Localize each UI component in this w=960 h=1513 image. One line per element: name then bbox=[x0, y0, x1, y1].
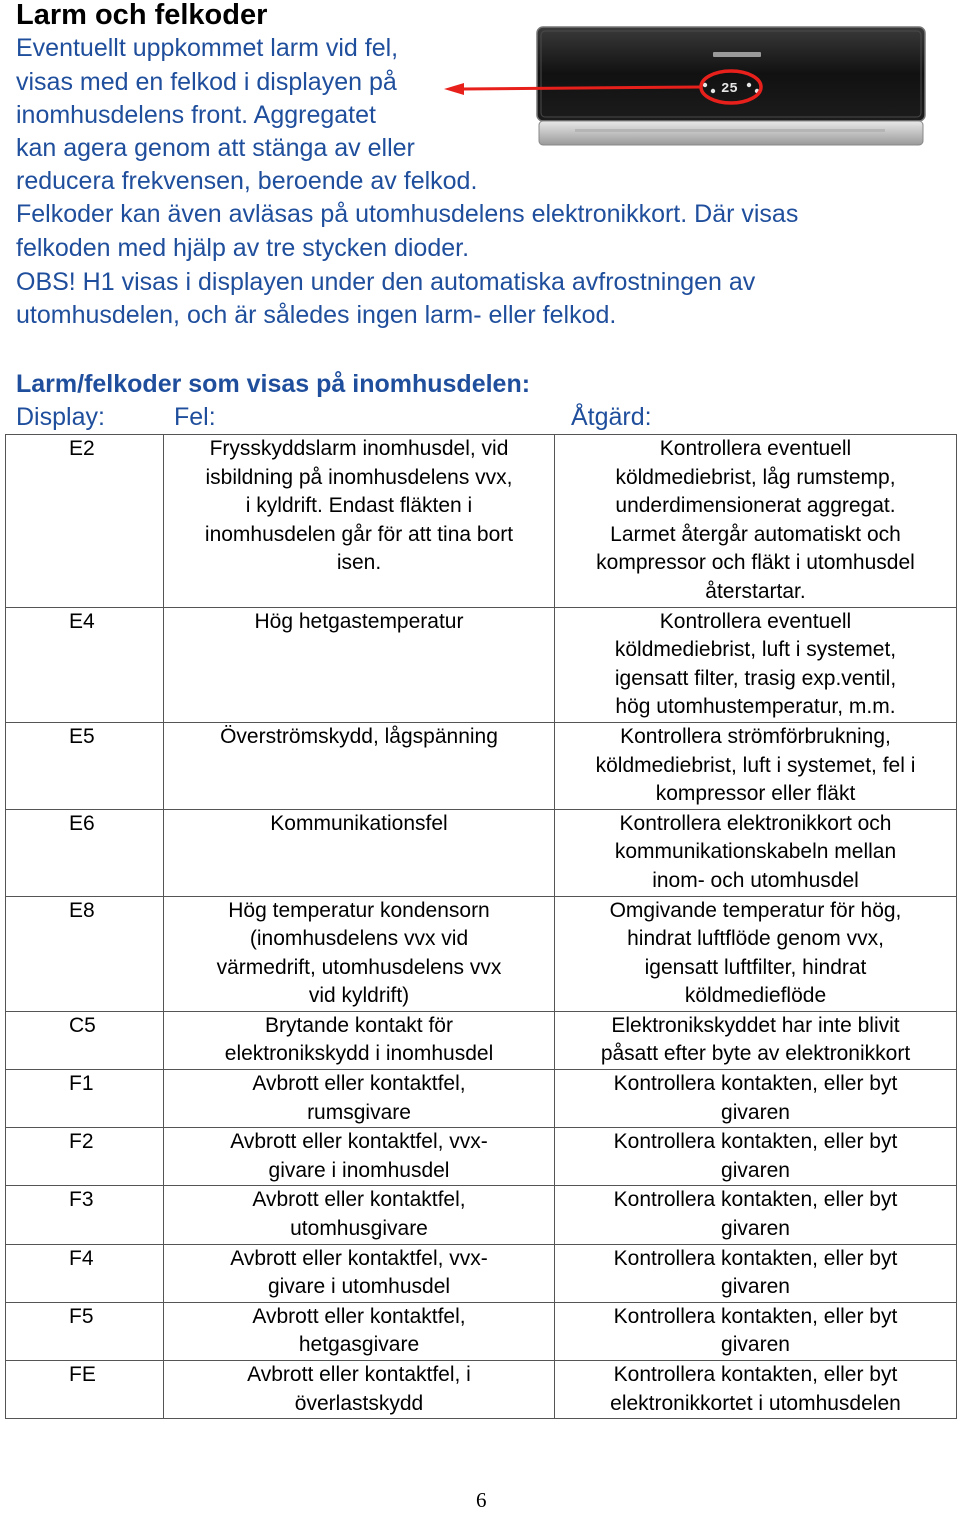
action-description bbox=[555, 1302, 957, 1360]
action-description bbox=[555, 1244, 957, 1302]
fault-line: värmedrift, utomhusdelens vvx bbox=[216, 955, 502, 979]
action-line: kompressor eller fläkt bbox=[655, 782, 856, 806]
action-line: Kontrollera kontakten, eller byt bbox=[613, 1363, 898, 1386]
fault-line: isbildning på inomhusdelens vvx, bbox=[205, 465, 513, 489]
intro-line: inomhusdelens front. Aggregatet bbox=[16, 101, 376, 129]
column-header-action: Åtgärd: bbox=[571, 403, 652, 431]
intro-line: felkoden med hjälp av tre stycken dioder. bbox=[16, 234, 470, 262]
action-line: Elektronikskyddet har inte blivit bbox=[611, 1013, 900, 1037]
fault-code-table bbox=[5, 434, 957, 1419]
action-description bbox=[555, 435, 957, 608]
fault-description bbox=[164, 435, 555, 608]
page-number: 6 bbox=[476, 1488, 487, 1512]
fault-code: E6 bbox=[6, 809, 164, 896]
intro-line: utomhusdelen, och är således ingen larm- eller felkod. bbox=[16, 301, 617, 329]
fault-line: utomhusgivare bbox=[290, 1217, 428, 1241]
fault-line: Kommunikationsfel bbox=[270, 811, 448, 835]
fault-description bbox=[164, 896, 555, 1011]
column-header-display: Display: bbox=[16, 403, 105, 431]
action-line: igensatt luftfilter, hindrat bbox=[644, 955, 867, 979]
table-row bbox=[6, 1302, 957, 1360]
intro-line: OBS! H1 visas i displayen under den automatiska avfrostningen av bbox=[16, 268, 756, 296]
intro-line: Eventuellt uppkommet larm vid fel, bbox=[16, 34, 399, 62]
action-description bbox=[555, 1011, 957, 1069]
fault-description bbox=[164, 1128, 555, 1186]
fault-line: Överströmskydd, lågspänning bbox=[220, 724, 498, 748]
action-line: köldmedieflöde bbox=[684, 984, 827, 1008]
action-line: Kontrollera kontakten, eller byt bbox=[613, 1072, 898, 1096]
action-line: hindrat luftflöde genom vvx, bbox=[627, 927, 884, 951]
fault-description bbox=[164, 1070, 555, 1128]
action-description bbox=[555, 607, 957, 722]
fault-line: Hög temperatur kondensorn bbox=[228, 898, 490, 922]
action-line: kommunikationskabeln mellan bbox=[614, 840, 897, 864]
table-row bbox=[6, 1361, 957, 1419]
action-line: köldmediebrist, luft i systemet, fel i bbox=[595, 753, 916, 777]
fault-code: E4 bbox=[6, 607, 164, 722]
action-description bbox=[555, 1361, 957, 1419]
action-line: givaren bbox=[721, 1158, 790, 1182]
action-line: givaren bbox=[721, 1275, 790, 1299]
fault-code: E5 bbox=[6, 722, 164, 809]
action-line: givaren bbox=[721, 1217, 790, 1241]
fault-line: Avbrott eller kontaktfel, vvx- bbox=[230, 1130, 488, 1154]
fault-line: Hög hetgastemperatur bbox=[254, 609, 464, 633]
table-row bbox=[6, 607, 957, 722]
fault-line: givare i inomhusdel bbox=[268, 1158, 450, 1182]
highlight-pointer bbox=[440, 80, 740, 100]
action-line: Larmet återgår automatiskt och bbox=[610, 522, 901, 546]
action-description bbox=[555, 896, 957, 1011]
fault-line: givare i utomhusdel bbox=[267, 1275, 451, 1299]
fault-description bbox=[164, 809, 555, 896]
fault-line: i kyldrift. Endast fläkten i bbox=[245, 494, 473, 518]
action-line: elektronikkortet i utomhusdelen bbox=[610, 1391, 901, 1415]
section-heading: Larm/felkoder som visas på inomhusdelen: bbox=[16, 370, 531, 398]
table-row bbox=[6, 1070, 957, 1128]
action-line: givaren bbox=[721, 1333, 790, 1357]
action-line: köldmediebrist, luft i systemet, bbox=[614, 638, 897, 662]
action-line: hög utomhustemperatur, m.m. bbox=[615, 695, 896, 719]
fault-code: F3 bbox=[6, 1186, 164, 1244]
fault-description bbox=[164, 722, 555, 809]
table-row bbox=[6, 722, 957, 809]
fault-line: överlastskydd bbox=[294, 1391, 424, 1415]
action-line: Kontrollera kontakten, eller byt bbox=[613, 1188, 898, 1212]
action-line: igensatt filter, trasig exp.ventil, bbox=[614, 666, 897, 690]
action-line: givaren bbox=[721, 1100, 790, 1124]
intro-line: visas med en felkod i displayen på bbox=[16, 68, 397, 96]
fault-description bbox=[164, 1302, 555, 1360]
fault-line: hetgasgivare bbox=[298, 1333, 420, 1357]
action-line: Kontrollera strömförbrukning, bbox=[620, 724, 891, 748]
fault-line: (inomhusdelens vvx vid bbox=[249, 927, 469, 951]
action-description bbox=[555, 722, 957, 809]
action-description bbox=[555, 809, 957, 896]
fault-code: F1 bbox=[6, 1070, 164, 1128]
intro-line: reducera frekvensen, beroende av felkod. bbox=[16, 167, 478, 195]
table-row bbox=[6, 435, 957, 608]
fault-description bbox=[164, 1244, 555, 1302]
action-description bbox=[555, 1128, 957, 1186]
table-row bbox=[6, 1128, 957, 1186]
fault-code: F2 bbox=[6, 1128, 164, 1186]
fault-line: Avbrott eller kontaktfel, bbox=[252, 1304, 466, 1328]
fault-line: vid kyldrift) bbox=[308, 984, 410, 1008]
fault-line: elektronikskydd i inomhusdel bbox=[224, 1042, 494, 1066]
table-row bbox=[6, 896, 957, 1011]
intro-line: kan agera genom att stänga av eller bbox=[16, 134, 415, 162]
fault-line: inomhusdelen går för att tina bort bbox=[204, 522, 514, 546]
fault-line: Avbrott eller kontaktfel, vvx- bbox=[230, 1246, 488, 1270]
fault-line: Avbrott eller kontaktfel, i bbox=[247, 1363, 471, 1386]
fault-line: isen. bbox=[336, 551, 382, 575]
fault-line: Brytande kontakt för bbox=[265, 1013, 453, 1037]
fault-code: F5 bbox=[6, 1302, 164, 1360]
action-line: Kontrollera kontakten, eller byt bbox=[613, 1246, 898, 1270]
fault-line: Frysskyddslarm inomhusdel, vid bbox=[209, 437, 509, 460]
fault-code: E8 bbox=[6, 896, 164, 1011]
action-line: köldmediebrist, låg rumstemp, bbox=[615, 465, 896, 489]
table-row bbox=[6, 1011, 957, 1069]
action-line: Kontrollera elektronikkort och bbox=[619, 811, 892, 835]
fault-description bbox=[164, 1186, 555, 1244]
action-line: kompressor och fläkt i utomhusdel bbox=[596, 551, 915, 575]
action-line: Kontrollera eventuell bbox=[659, 437, 852, 460]
action-line: Kontrollera kontakten, eller byt bbox=[613, 1130, 898, 1154]
fault-code: FE bbox=[6, 1361, 164, 1419]
action-line: Omgivande temperatur för hög, bbox=[609, 898, 902, 922]
fault-line: rumsgivare bbox=[307, 1100, 411, 1124]
fault-description bbox=[164, 1361, 555, 1419]
fault-description bbox=[164, 607, 555, 722]
column-header-fault: Fel: bbox=[174, 403, 216, 431]
action-line: Kontrollera kontakten, eller byt bbox=[613, 1304, 898, 1328]
action-line: underdimensionerat aggregat. bbox=[615, 494, 896, 518]
action-line: återstartar. bbox=[705, 579, 806, 603]
fault-line: Avbrott eller kontaktfel, bbox=[252, 1188, 466, 1212]
action-line: påsatt efter byte av elektronikkort bbox=[600, 1042, 911, 1066]
fault-code: F4 bbox=[6, 1244, 164, 1302]
action-line: inom- och utomhusdel bbox=[652, 868, 859, 892]
action-line: Kontrollera eventuell bbox=[659, 609, 852, 633]
fault-code: E2 bbox=[6, 435, 164, 608]
fault-description bbox=[164, 1011, 555, 1069]
table-row bbox=[6, 1186, 957, 1244]
fault-line: Avbrott eller kontaktfel, bbox=[252, 1072, 466, 1096]
fault-code: C5 bbox=[6, 1011, 164, 1069]
display-readout: 25 bbox=[721, 81, 738, 97]
action-description bbox=[555, 1186, 957, 1244]
intro-line: Felkoder kan även avläsas på utomhusdelens elektronikkort. Där visas bbox=[16, 200, 799, 228]
table-row bbox=[6, 1244, 957, 1302]
page-title: Larm och felkoder bbox=[16, 0, 268, 31]
action-description bbox=[555, 1070, 957, 1128]
table-row bbox=[6, 809, 957, 896]
